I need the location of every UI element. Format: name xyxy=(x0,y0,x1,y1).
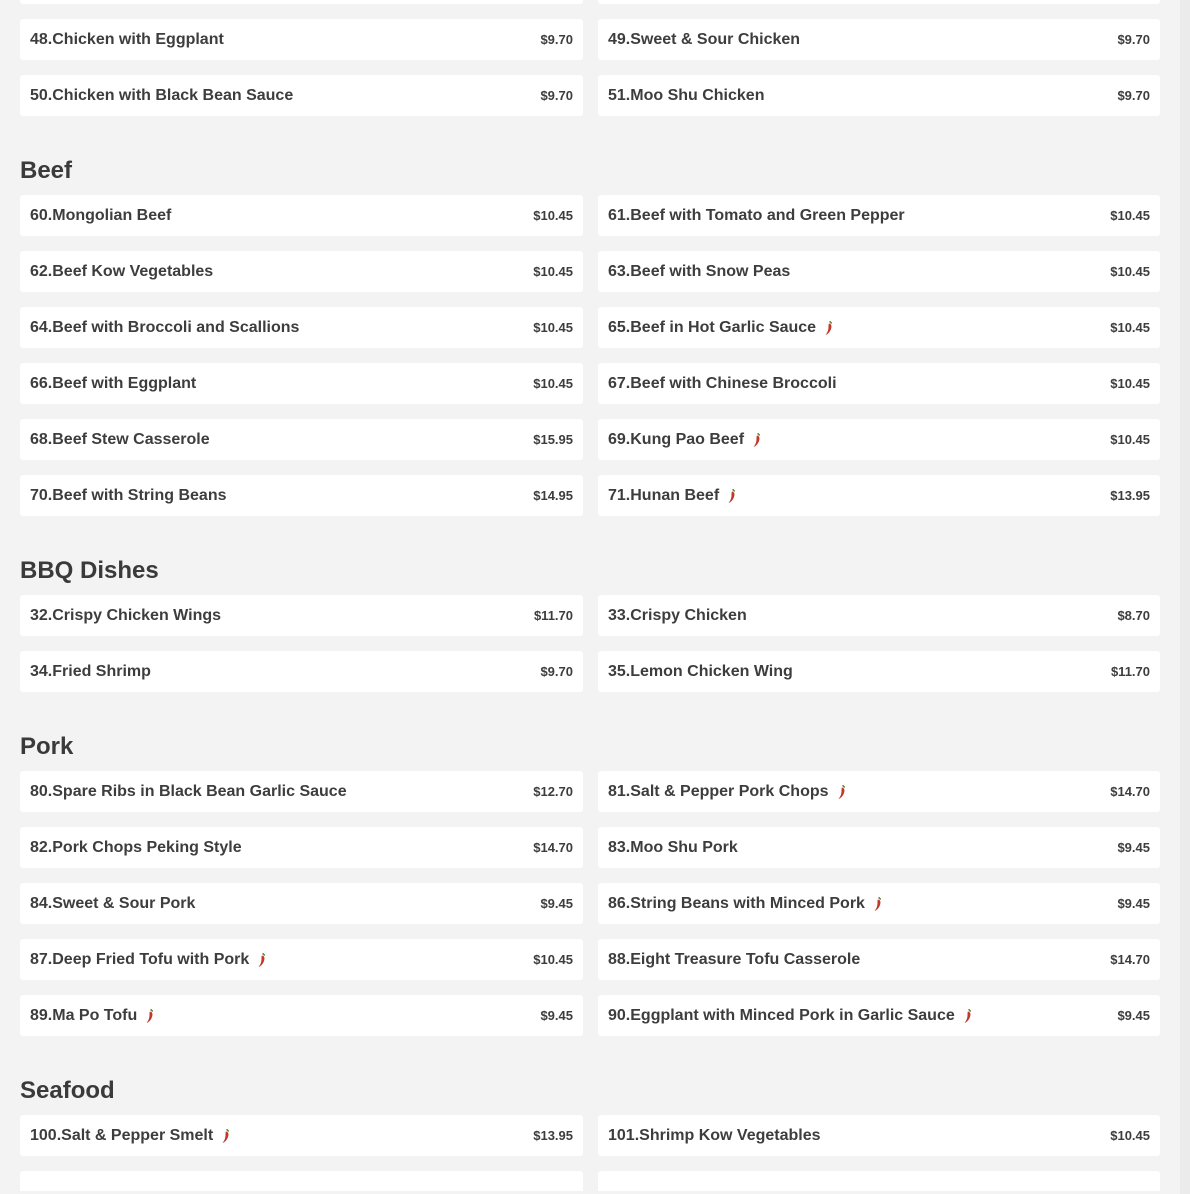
menu-item-price: $12.70 xyxy=(533,784,573,799)
menu-item[interactable] xyxy=(598,251,1160,292)
menu-item-price: $10.45 xyxy=(533,320,573,335)
section-title: BBQ Dishes xyxy=(20,557,159,584)
menu-item[interactable] xyxy=(20,1115,583,1156)
menu-item-label: 71.Hunan Beef xyxy=(608,486,720,504)
menu-item-name xyxy=(608,207,905,225)
menu-item-price: $8.70 xyxy=(1117,608,1150,623)
chili-pepper-icon xyxy=(837,784,847,800)
menu-item-label: 100.Salt & Pepper Smelt xyxy=(30,1126,214,1144)
menu-item-name xyxy=(30,1007,155,1025)
chili-pepper-icon xyxy=(752,432,762,448)
menu-item-price: $9.45 xyxy=(1117,840,1150,855)
section-title: Pork xyxy=(20,733,74,760)
menu-item-label: 65.Beef in Hot Garlic Sauce xyxy=(608,318,817,336)
menu-item-price: $14.70 xyxy=(1110,784,1150,799)
menu-item-name xyxy=(608,607,747,625)
chili-pepper-icon xyxy=(257,952,267,968)
menu-item[interactable] xyxy=(20,75,583,116)
menu-item-label: 69.Kung Pao Beef xyxy=(608,430,745,448)
menu-item[interactable] xyxy=(598,1115,1160,1156)
menu-item-price: $14.95 xyxy=(533,488,573,503)
menu-item-price: $9.45 xyxy=(1117,896,1150,911)
menu-item[interactable] xyxy=(20,251,583,292)
menu-item[interactable] xyxy=(598,475,1160,516)
menu-item-price: $9.45 xyxy=(540,1008,573,1023)
menu-item-label: 87.Deep Fried Tofu with Pork xyxy=(30,950,250,968)
menu-item-label: 67.Beef with Chinese Broccoli xyxy=(608,374,837,392)
section-title: Beef xyxy=(20,157,73,184)
menu-item-name xyxy=(608,487,737,505)
menu-item[interactable] xyxy=(598,195,1160,236)
menu-item-price: $11.70 xyxy=(533,608,573,623)
menu-item-label: 50.Chicken with Black Bean Sauce xyxy=(30,86,294,104)
menu-item[interactable] xyxy=(20,883,583,924)
menu-item-price: $10.45 xyxy=(533,264,573,279)
menu-item-name xyxy=(608,895,883,913)
menu-sections xyxy=(20,147,1160,1156)
menu-item-label: 88.Eight Treasure Tofu Casserole xyxy=(608,950,861,968)
menu-item-price: $15.95 xyxy=(533,432,573,447)
menu-item-label: 80.Spare Ribs in Black Bean Garlic Sauce xyxy=(30,782,347,800)
menu-item-name xyxy=(30,607,221,625)
menu-item-label: 90.Eggplant with Minced Pork in Garlic Sauce xyxy=(608,1006,955,1024)
menu-section xyxy=(20,1067,1160,1156)
menu-item-name xyxy=(30,951,267,969)
menu-item-label: 84.Sweet & Sour Pork xyxy=(30,894,196,912)
menu-item-name xyxy=(608,1127,821,1145)
menu-item[interactable] xyxy=(20,307,583,348)
menu-item-price: $10.45 xyxy=(533,376,573,391)
chili-pepper-icon xyxy=(727,488,737,504)
menu-item-label: 35.Lemon Chicken Wing xyxy=(608,662,793,680)
menu-item[interactable] xyxy=(20,475,583,516)
menu-item-name xyxy=(608,783,847,801)
menu-item-partial[interactable] xyxy=(598,0,1160,4)
menu-item-price: $9.70 xyxy=(540,32,573,47)
menu-item-label: 32.Crispy Chicken Wings xyxy=(30,606,222,624)
menu-item[interactable] xyxy=(20,363,583,404)
section-items-grid xyxy=(20,195,1160,516)
menu-item-name xyxy=(30,895,195,913)
menu-item-price: $9.70 xyxy=(1117,32,1150,47)
menu-item[interactable] xyxy=(20,771,583,812)
menu-section xyxy=(20,723,1160,1036)
menu-item-price: $13.95 xyxy=(533,1128,573,1143)
menu-item-name xyxy=(30,375,196,393)
menu-item-price: $10.45 xyxy=(1110,1128,1150,1143)
menu-item[interactable] xyxy=(20,419,583,460)
menu-item-label: 82.Pork Chops Peking Style xyxy=(30,838,242,856)
menu-item-label: 70.Beef with String Beans xyxy=(30,486,227,504)
menu-item-price: $11.70 xyxy=(1110,664,1150,679)
menu-item-label: 62.Beef Kow Vegetables xyxy=(30,262,214,280)
menu-item-label: 66.Beef with Eggplant xyxy=(30,374,197,392)
menu-item[interactable] xyxy=(20,195,583,236)
menu-item-name xyxy=(30,207,171,225)
menu-item-label: 33.Crispy Chicken xyxy=(608,606,747,624)
menu-item-label: 49.Sweet & Sour Chicken xyxy=(608,30,801,48)
menu-item-label: 101.Shrimp Kow Vegetables xyxy=(608,1126,821,1144)
menu-item[interactable] xyxy=(598,939,1160,980)
menu-item-name xyxy=(608,31,800,49)
menu-item-price: $10.45 xyxy=(1110,208,1150,223)
menu-item-label: 60.Mongolian Beef xyxy=(30,206,172,224)
menu-item-name xyxy=(608,839,738,857)
menu-item-name xyxy=(608,1007,973,1025)
menu-item-name xyxy=(608,951,860,969)
menu-item-price: $10.45 xyxy=(1110,264,1150,279)
menu-item[interactable] xyxy=(20,19,583,60)
menu-item-price: $9.70 xyxy=(540,88,573,103)
menu-item-name xyxy=(608,263,790,281)
menu-item-price: $9.70 xyxy=(540,664,573,679)
menu-item[interactable] xyxy=(598,827,1160,868)
menu-item-name xyxy=(30,839,242,857)
menu-item-price: $9.45 xyxy=(540,896,573,911)
chili-pepper-icon xyxy=(221,1128,231,1144)
menu-item-name xyxy=(30,87,293,105)
chicken-items-grid xyxy=(20,19,1160,116)
menu-item-label: 51.Moo Shu Chicken xyxy=(608,86,765,104)
menu-page xyxy=(20,0,1160,1191)
menu-item[interactable] xyxy=(598,307,1160,348)
chili-pepper-icon xyxy=(824,320,834,336)
menu-item-name xyxy=(608,431,762,449)
menu-item-label: 48.Chicken with Eggplant xyxy=(30,30,224,48)
chili-pepper-icon xyxy=(145,1008,155,1024)
menu-item[interactable] xyxy=(598,419,1160,460)
menu-section xyxy=(20,547,1160,692)
menu-item-price: $9.45 xyxy=(1117,1008,1150,1023)
menu-item-partial[interactable] xyxy=(20,1171,583,1191)
menu-item-label: 68.Beef Stew Casserole xyxy=(30,430,210,448)
menu-item[interactable] xyxy=(598,771,1160,812)
chili-pepper-icon xyxy=(873,896,883,912)
menu-item-name xyxy=(30,1127,231,1145)
menu-item-partial[interactable] xyxy=(20,0,583,4)
menu-item-label: 34.Fried Shrimp xyxy=(30,662,151,680)
menu-item-price: $14.70 xyxy=(1110,952,1150,967)
menu-item-name xyxy=(30,663,151,681)
chili-pepper-icon xyxy=(963,1008,973,1024)
menu-item-label: 83.Moo Shu Pork xyxy=(608,838,738,856)
menu-item-name xyxy=(608,87,764,105)
menu-item-label: 89.Ma Po Tofu xyxy=(30,1006,138,1024)
menu-item[interactable] xyxy=(20,827,583,868)
menu-item-price: $13.95 xyxy=(1110,488,1150,503)
menu-item-label: 61.Beef with Tomato and Green Pepper xyxy=(608,206,905,224)
section-title: Seafood xyxy=(20,1077,115,1104)
cut-off-row xyxy=(20,1171,1160,1191)
menu-item[interactable] xyxy=(20,595,583,636)
menu-item[interactable] xyxy=(598,651,1160,692)
section-items-grid xyxy=(20,1115,1160,1156)
menu-item-name xyxy=(30,319,299,337)
menu-item-name xyxy=(30,783,347,801)
menu-item-price: $10.45 xyxy=(533,208,573,223)
menu-item-partial[interactable] xyxy=(598,1171,1160,1191)
menu-item-price: $9.70 xyxy=(1117,88,1150,103)
menu-item-label: 81.Salt & Pepper Pork Chops xyxy=(608,782,829,800)
menu-item-name xyxy=(30,31,224,49)
menu-item[interactable] xyxy=(20,995,583,1036)
menu-item-price: $10.45 xyxy=(533,952,573,967)
menu-item-price: $10.45 xyxy=(1110,376,1150,391)
menu-item[interactable] xyxy=(598,363,1160,404)
menu-item[interactable] xyxy=(598,75,1160,116)
menu-item[interactable] xyxy=(598,595,1160,636)
menu-item-name xyxy=(608,663,793,681)
menu-item-name xyxy=(30,487,227,505)
menu-item-price: $10.45 xyxy=(1110,320,1150,335)
menu-item-label: 63.Beef with Snow Peas xyxy=(608,262,791,280)
section-items-grid xyxy=(20,771,1160,1036)
menu-item-name xyxy=(608,375,837,393)
menu-item[interactable] xyxy=(598,19,1160,60)
menu-item-label: 86.String Beans with Minced Pork xyxy=(608,894,865,912)
menu-item[interactable] xyxy=(20,651,583,692)
menu-item[interactable] xyxy=(20,939,583,980)
section-items-grid xyxy=(20,595,1160,692)
menu-item-name xyxy=(608,319,834,337)
menu-item[interactable] xyxy=(598,883,1160,924)
menu-item-label: 64.Beef with Broccoli and Scallions xyxy=(30,318,300,336)
cut-off-row xyxy=(20,0,1160,4)
menu-item-price: $10.45 xyxy=(1110,432,1150,447)
menu-item[interactable] xyxy=(598,995,1160,1036)
menu-item-name xyxy=(30,431,210,449)
scrollbar[interactable] xyxy=(1180,0,1190,1194)
menu-section xyxy=(20,147,1160,516)
menu-item-price: $14.70 xyxy=(533,840,573,855)
menu-item-name xyxy=(30,263,213,281)
